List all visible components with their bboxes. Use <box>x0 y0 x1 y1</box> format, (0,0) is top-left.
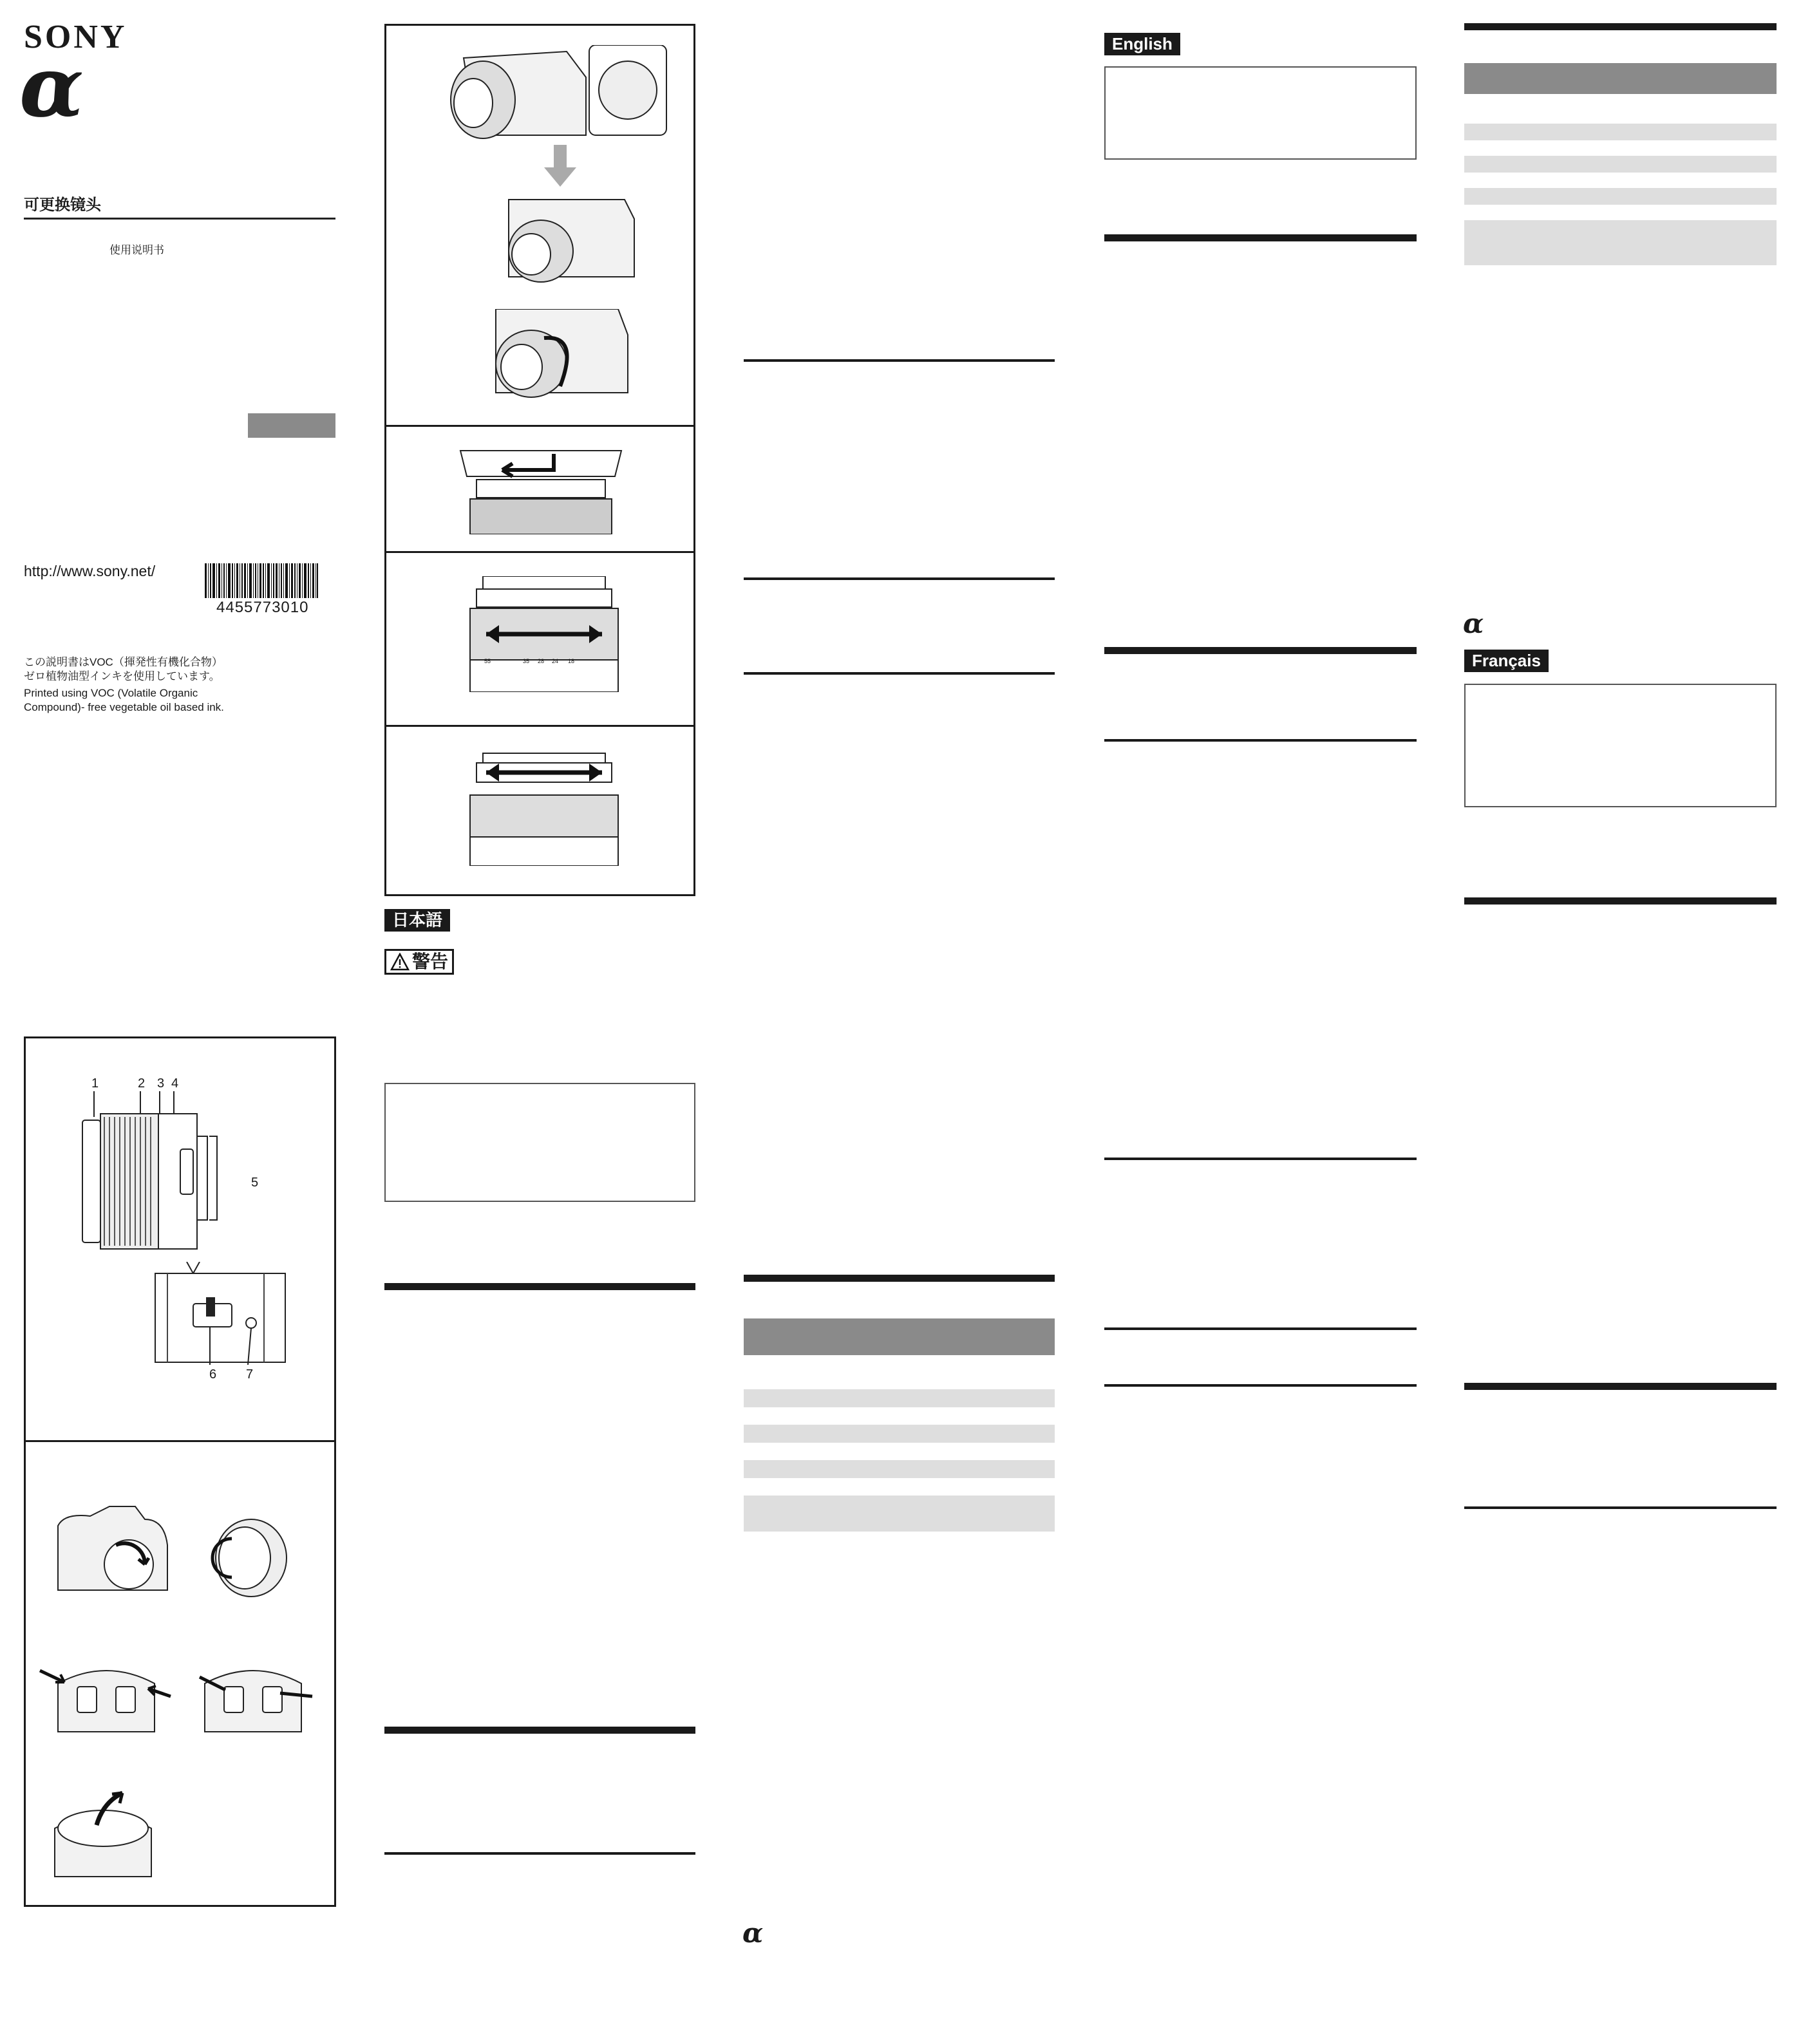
warning-label <box>384 949 454 975</box>
manual-title: 使用说明书 <box>109 244 164 256</box>
zoom-mark-35: 35 <box>523 658 530 664</box>
warning-text: 警告 <box>412 952 449 971</box>
spec-table-row <box>744 1425 1055 1443</box>
sony-url[interactable]: http://www.sony.net/ <box>24 563 156 579</box>
callout-1: 1 <box>91 1076 99 1091</box>
notice-box <box>1104 66 1417 160</box>
spec-table-row <box>744 1389 1055 1407</box>
french-language-label: Français <box>1464 650 1549 672</box>
notice-box <box>384 1083 695 1202</box>
section-rule <box>384 1852 695 1855</box>
spec-table-row <box>1464 124 1777 140</box>
section-rule <box>1104 1327 1417 1330</box>
frame-divider <box>384 425 695 427</box>
spec-table-row <box>1464 188 1777 205</box>
rear-lens-cap-illustration <box>206 1513 296 1603</box>
lens-twist-illustration <box>483 309 631 399</box>
section-rule <box>384 1283 695 1290</box>
lens-parts-illustration <box>77 1091 258 1259</box>
section-rule <box>1464 1506 1777 1509</box>
callout-5: 5 <box>251 1176 259 1190</box>
section-rule <box>1464 1383 1777 1390</box>
alpha-logo: α <box>19 37 84 136</box>
voc-note-ja-1: この説明書はVOC（揮発性有機化合物） <box>24 656 223 668</box>
section-rule <box>744 1275 1055 1282</box>
spec-table-row <box>1464 156 1777 173</box>
af-mf-switch-inset <box>155 1262 287 1365</box>
callout-2: 2 <box>138 1076 146 1091</box>
section-rule <box>1104 234 1417 241</box>
zoom-ring-illustration <box>464 576 625 692</box>
zoom-mark-24: 24 <box>552 658 559 664</box>
spec-table-row <box>744 1495 1055 1532</box>
spec-table-header <box>1464 63 1777 94</box>
alpha-mark: α <box>742 1917 764 1949</box>
barcode-number: 4455773010 <box>216 599 309 616</box>
section-rule <box>384 1727 695 1734</box>
down-arrow-icon <box>544 145 576 187</box>
section-rule <box>744 577 1055 580</box>
sony-logo: SONY <box>24 19 127 55</box>
barcode <box>205 563 318 598</box>
notice-box <box>1464 684 1777 807</box>
front-cap-pinch-illustration-1 <box>39 1658 174 1735</box>
callout-6: 6 <box>209 1367 217 1382</box>
spec-table-row <box>744 1460 1055 1478</box>
warning-triangle-icon <box>390 953 410 971</box>
zoom-mark-28: 28 <box>538 658 545 664</box>
focus-ring-illustration <box>464 750 625 866</box>
lens-align-illustration <box>496 193 637 283</box>
section-rule <box>1104 1384 1417 1387</box>
alpha-mark: α <box>1463 608 1484 639</box>
title-rule <box>24 218 335 220</box>
callout-4: 4 <box>171 1076 179 1091</box>
camera-body-cap-illustration <box>52 1500 174 1603</box>
voc-note-en-2: Compound)- free vegetable oil based ink. <box>24 701 224 713</box>
front-cap-pinch-illustration-2 <box>193 1658 316 1735</box>
product-title: 可更换镜头 <box>24 196 101 214</box>
section-rule <box>744 672 1055 675</box>
zoom-mark-55: 55 <box>484 658 491 664</box>
model-label-box <box>248 413 335 438</box>
voc-note-en-1: Printed using VOC (Volatile Organic <box>24 687 198 699</box>
callout-3: 3 <box>157 1076 165 1091</box>
english-language-label: English <box>1104 33 1180 55</box>
lens-hood-illustration <box>457 444 625 534</box>
zoom-mark-18: 18 <box>568 658 575 664</box>
frame-divider <box>384 725 695 727</box>
callout-7: 7 <box>246 1367 254 1382</box>
section-rule <box>744 359 1055 362</box>
section-rule <box>1464 23 1777 30</box>
frame-divider <box>384 551 695 553</box>
section-rule <box>1464 897 1777 905</box>
frame-divider <box>24 1440 336 1442</box>
section-rule <box>1104 739 1417 742</box>
section-rule <box>1104 1158 1417 1160</box>
spec-table-header <box>744 1318 1055 1355</box>
front-cap-remove-illustration <box>52 1790 161 1880</box>
voc-note-ja-2: ゼロ植物油型インキを使用しています。 <box>24 670 220 682</box>
section-rule <box>1104 647 1417 654</box>
lens-mount-illustration <box>438 45 670 148</box>
japanese-language-label: 日本語 <box>384 909 450 932</box>
spec-table-row <box>1464 220 1777 265</box>
